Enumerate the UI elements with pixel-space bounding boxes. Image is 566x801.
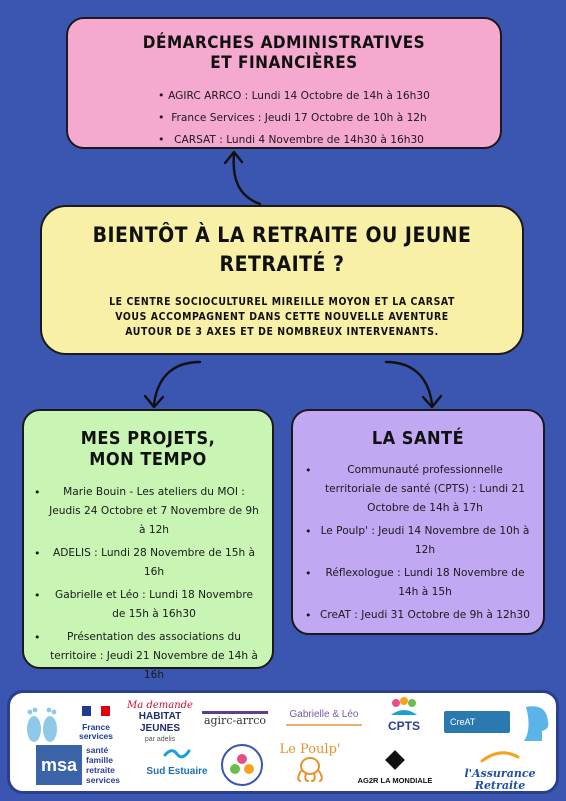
ag2r-logo (356, 749, 434, 786)
ag2r-diamond-icon (384, 749, 406, 771)
admin-title-line2: ET FINANCIÈRES (210, 53, 358, 73)
msa-line4: services (86, 775, 121, 785)
arrow-down-right-icon (380, 356, 450, 412)
gabrielle-text: Gabrielle & Léo (289, 709, 359, 720)
main-title-line2: RETRAITÉ ? (219, 252, 345, 276)
health-item: • Communauté professionnelle territoriale de santé (CPTS) : Lundi 21 Octobre de 14h à 17h (319, 461, 531, 518)
wave-icon (163, 745, 191, 761)
habitat-jeunes-logo (118, 700, 202, 744)
sud-estuaire-logo (144, 745, 210, 777)
health-box (291, 409, 545, 635)
projects-item: • Présentation des associations du territoire : Jeudi 21 Novembre de 14h à 16h (48, 628, 260, 685)
projects-item: • Gabrielle et Léo : Lundi 18 Novembre de 15h à 16h30 (48, 586, 260, 624)
intro-line3: AUTOUR DE 3 AXES ET DE NOMBREUX INTERVENANTS. (125, 326, 439, 338)
health-title: LA SANTÉ (371, 428, 465, 449)
intro-text (42, 295, 522, 340)
association-round-icon (220, 743, 264, 787)
intro-line1: LE CENTRE SOCIOCULTUREL MIREILLE MOYON ET LA CARSAT (109, 296, 455, 308)
mademande-line3: par adelis (144, 736, 176, 743)
admin-item: • France Services : Jeudi 17 Octobre de 10h à 12h (158, 107, 440, 129)
main-title (42, 221, 522, 279)
cpts-people-icon (389, 697, 419, 715)
intro-box (40, 205, 524, 355)
agirc-arrco-logo (202, 711, 268, 727)
msa-logo (36, 745, 82, 785)
msa-line1: santé (86, 745, 109, 755)
admin-financial-title (68, 33, 500, 73)
agirc-text: agirc-arrco (203, 714, 267, 727)
projects-item: • ADELIS : Lundi 28 Novembre de 15h à 16h (48, 544, 260, 582)
mademande-line2: HABITAT JEUNES (138, 711, 182, 734)
projects-list (24, 483, 272, 685)
le-poulp-text: Le Poulp' (279, 742, 341, 757)
mademande-line1: Ma demande (127, 700, 193, 711)
french-flag-icon (82, 706, 110, 716)
assurance-retraite-logo (450, 749, 550, 792)
partner-logos (7, 690, 559, 794)
assurance-line2: Retraite (474, 779, 526, 792)
health-item: • Réflexologue : Lundi 18 Novembre de 14h à 15h (319, 564, 531, 602)
projects-title (24, 428, 272, 470)
gabrielle-leo-logo (276, 709, 372, 726)
cpts-text: CPTS (387, 719, 420, 733)
admin-item: • CARSAT : Lundi 4 Novembre de 14h30 à 16h30 (158, 129, 440, 151)
assurance-line1: l'Assurance (464, 767, 536, 780)
msa-mark: msa (40, 755, 78, 775)
admin-list (68, 85, 500, 151)
reflexology-feet-icon (18, 701, 66, 747)
projects-box (22, 409, 274, 681)
health-item: • CreAT : Jeudi 31 Octobre de 9h à 12h30 (319, 606, 531, 625)
msa-line3: retraite (86, 765, 115, 775)
projects-title-line1: MES PROJETS, (80, 428, 216, 449)
france-services-logo (76, 703, 116, 741)
main-title-line1: BIENTÔT À LA RETRAITE OU JEUNE (92, 223, 472, 247)
projects-title-line2: MON TEMPO (89, 449, 207, 470)
octopus-icon (292, 757, 328, 783)
arrow-down-left-icon (136, 356, 206, 412)
admin-financial-box (66, 17, 502, 149)
sud-estuaire-text: Sud Estuaire (146, 766, 208, 777)
projects-item: • Marie Bouin - Les ateliers du MOI : Jeudis 24 Octobre et 7 Novembre de 9h à 12h (48, 483, 260, 540)
cpts-logo (376, 697, 432, 733)
admin-item: • AGIRC ARRCO : Lundi 14 Octobre de 14h à 16h30 (158, 85, 440, 107)
france-services-text: France services (78, 722, 114, 741)
intro-line2: VOUS ACCOMPAGNENT DANS CETTE NOUVELLE AVENTURE (115, 311, 449, 323)
swoosh-icon (480, 749, 520, 763)
msa-tagline (86, 745, 146, 785)
creat-logo (444, 711, 510, 733)
health-item: • Le Poulp' : Jeudi 14 Novembre de 10h à 12h (319, 522, 531, 560)
creat-text: CreAT (450, 717, 476, 727)
ag2r-text: AG2R LA MONDIALE (357, 776, 433, 785)
health-list (293, 461, 543, 625)
le-poulp-logo (274, 743, 346, 788)
arrow-up-icon (218, 148, 278, 206)
msa-line2: famille (86, 755, 113, 765)
admin-title-line1: DÉMARCHES ADMINISTRATIVES (142, 33, 426, 53)
profile-face-icon (518, 703, 552, 743)
gabrielle-underline (286, 724, 362, 726)
